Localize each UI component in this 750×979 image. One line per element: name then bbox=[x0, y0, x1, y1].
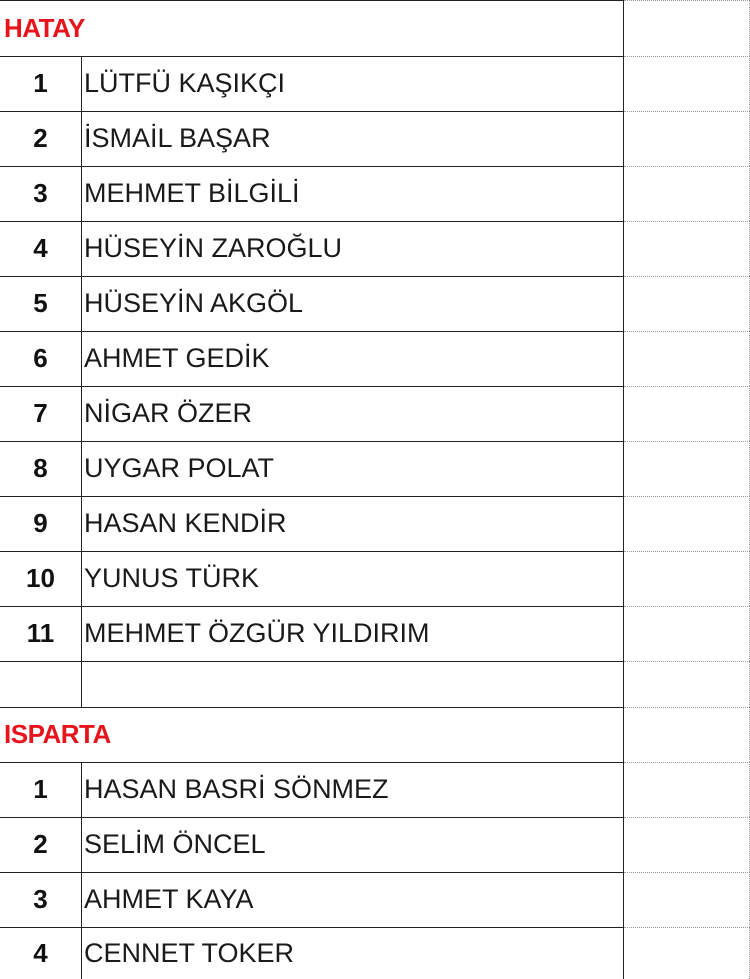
table-row[interactable] bbox=[0, 872, 750, 927]
candidate-name[interactable]: AHMET KAYA bbox=[82, 872, 624, 927]
empty-row[interactable] bbox=[0, 661, 750, 707]
empty-cell[interactable] bbox=[624, 0, 750, 56]
empty-cell[interactable] bbox=[624, 111, 750, 166]
grid-line bbox=[0, 606, 624, 607]
empty-cell[interactable] bbox=[624, 441, 750, 496]
grid-line bbox=[0, 276, 624, 277]
row-number[interactable]: 9 bbox=[0, 496, 82, 551]
section-header-row[interactable] bbox=[0, 707, 750, 762]
empty-cell[interactable] bbox=[0, 661, 82, 707]
grid-line bbox=[0, 496, 624, 497]
grid-line bbox=[0, 111, 624, 112]
grid-line bbox=[624, 872, 750, 873]
empty-cell[interactable] bbox=[624, 927, 750, 979]
grid-line bbox=[0, 56, 624, 57]
row-number[interactable]: 3 bbox=[0, 166, 82, 221]
empty-cell[interactable] bbox=[624, 817, 750, 872]
table-row[interactable] bbox=[0, 276, 750, 331]
grid-line bbox=[624, 661, 750, 662]
section-header-row[interactable] bbox=[0, 0, 750, 56]
empty-cell[interactable] bbox=[624, 551, 750, 606]
table-row[interactable] bbox=[0, 927, 750, 979]
candidate-name[interactable]: SELİM ÖNCEL bbox=[82, 817, 624, 872]
grid-line bbox=[0, 386, 624, 387]
grid-line bbox=[0, 0, 624, 1]
candidate-name[interactable]: AHMET GEDİK bbox=[82, 331, 624, 386]
grid-line bbox=[624, 927, 750, 928]
grid-line bbox=[624, 606, 750, 607]
candidate-name[interactable]: UYGAR POLAT bbox=[82, 441, 624, 496]
table-row[interactable] bbox=[0, 606, 750, 661]
grid-line bbox=[624, 276, 750, 277]
grid-line bbox=[0, 221, 624, 222]
table-row[interactable] bbox=[0, 331, 750, 386]
grid-line bbox=[624, 221, 750, 222]
row-number[interactable]: 8 bbox=[0, 441, 82, 496]
empty-cell[interactable] bbox=[624, 661, 750, 707]
row-number[interactable]: 7 bbox=[0, 386, 82, 441]
empty-cell[interactable] bbox=[624, 276, 750, 331]
section-title[interactable]: HATAY bbox=[0, 0, 624, 56]
row-number[interactable]: 6 bbox=[0, 331, 82, 386]
candidate-name[interactable]: HÜSEYİN ZAROĞLU bbox=[82, 221, 624, 276]
empty-cell[interactable] bbox=[624, 872, 750, 927]
grid-line bbox=[624, 707, 750, 708]
empty-cell[interactable] bbox=[624, 166, 750, 221]
table-row[interactable] bbox=[0, 386, 750, 441]
candidate-name[interactable]: NİGAR ÖZER bbox=[82, 386, 624, 441]
row-number[interactable]: 5 bbox=[0, 276, 82, 331]
empty-cell[interactable] bbox=[624, 56, 750, 111]
candidate-name[interactable]: HÜSEYİN AKGÖL bbox=[82, 276, 624, 331]
table-row[interactable] bbox=[0, 817, 750, 872]
table-row[interactable] bbox=[0, 551, 750, 606]
empty-cell[interactable] bbox=[624, 707, 750, 762]
empty-cell[interactable] bbox=[624, 386, 750, 441]
table-row[interactable] bbox=[0, 111, 750, 166]
grid-line bbox=[624, 56, 750, 57]
empty-cell[interactable] bbox=[624, 331, 750, 386]
grid-line bbox=[624, 386, 750, 387]
empty-cell[interactable] bbox=[82, 661, 624, 707]
row-number[interactable]: 10 bbox=[0, 551, 82, 606]
grid-line bbox=[0, 551, 624, 552]
candidate-name[interactable]: MEHMET ÖZGÜR YILDIRIM bbox=[82, 606, 624, 661]
row-number[interactable]: 2 bbox=[0, 817, 82, 872]
grid-line bbox=[0, 331, 624, 332]
candidate-name[interactable]: İSMAİL BAŞAR bbox=[82, 111, 624, 166]
grid-line bbox=[0, 707, 624, 708]
grid-line bbox=[0, 166, 624, 167]
candidate-name[interactable]: YUNUS TÜRK bbox=[82, 551, 624, 606]
section-title[interactable]: ISPARTA bbox=[0, 707, 624, 762]
candidate-name[interactable]: HASAN BASRİ SÖNMEZ bbox=[82, 762, 624, 817]
grid-line bbox=[624, 817, 750, 818]
row-number[interactable]: 1 bbox=[0, 762, 82, 817]
grid-line bbox=[624, 111, 750, 112]
grid-line bbox=[624, 166, 750, 167]
table-row[interactable] bbox=[0, 56, 750, 111]
grid-line bbox=[624, 762, 750, 763]
table-row[interactable] bbox=[0, 221, 750, 276]
grid-line bbox=[0, 762, 624, 763]
grid-line bbox=[624, 441, 750, 442]
table-row[interactable] bbox=[0, 762, 750, 817]
candidate-name[interactable]: CENNET TOKER bbox=[82, 927, 624, 979]
grid-line bbox=[624, 0, 750, 1]
grid-line bbox=[624, 496, 750, 497]
grid-line bbox=[624, 551, 750, 552]
candidate-name[interactable]: HASAN KENDİR bbox=[82, 496, 624, 551]
row-number[interactable]: 2 bbox=[0, 111, 82, 166]
grid-line bbox=[0, 872, 624, 873]
table-row[interactable] bbox=[0, 166, 750, 221]
grid-line bbox=[624, 331, 750, 332]
grid-line bbox=[0, 817, 624, 818]
row-number[interactable]: 1 bbox=[0, 56, 82, 111]
grid-line bbox=[0, 441, 624, 442]
empty-cell[interactable] bbox=[624, 606, 750, 661]
row-number[interactable]: 3 bbox=[0, 872, 82, 927]
candidate-name[interactable]: LÜTFÜ KAŞIKÇI bbox=[82, 56, 624, 111]
grid-line bbox=[0, 927, 624, 928]
row-number[interactable]: 4 bbox=[0, 221, 82, 276]
empty-cell[interactable] bbox=[624, 496, 750, 551]
table-row[interactable] bbox=[0, 441, 750, 496]
empty-cell[interactable] bbox=[624, 221, 750, 276]
grid-line bbox=[0, 661, 624, 662]
empty-cell[interactable] bbox=[624, 762, 750, 817]
row-number[interactable]: 11 bbox=[0, 606, 82, 661]
row-number[interactable]: 4 bbox=[0, 927, 82, 979]
candidate-name[interactable]: MEHMET BİLGİLİ bbox=[82, 166, 624, 221]
table-row[interactable] bbox=[0, 496, 750, 551]
